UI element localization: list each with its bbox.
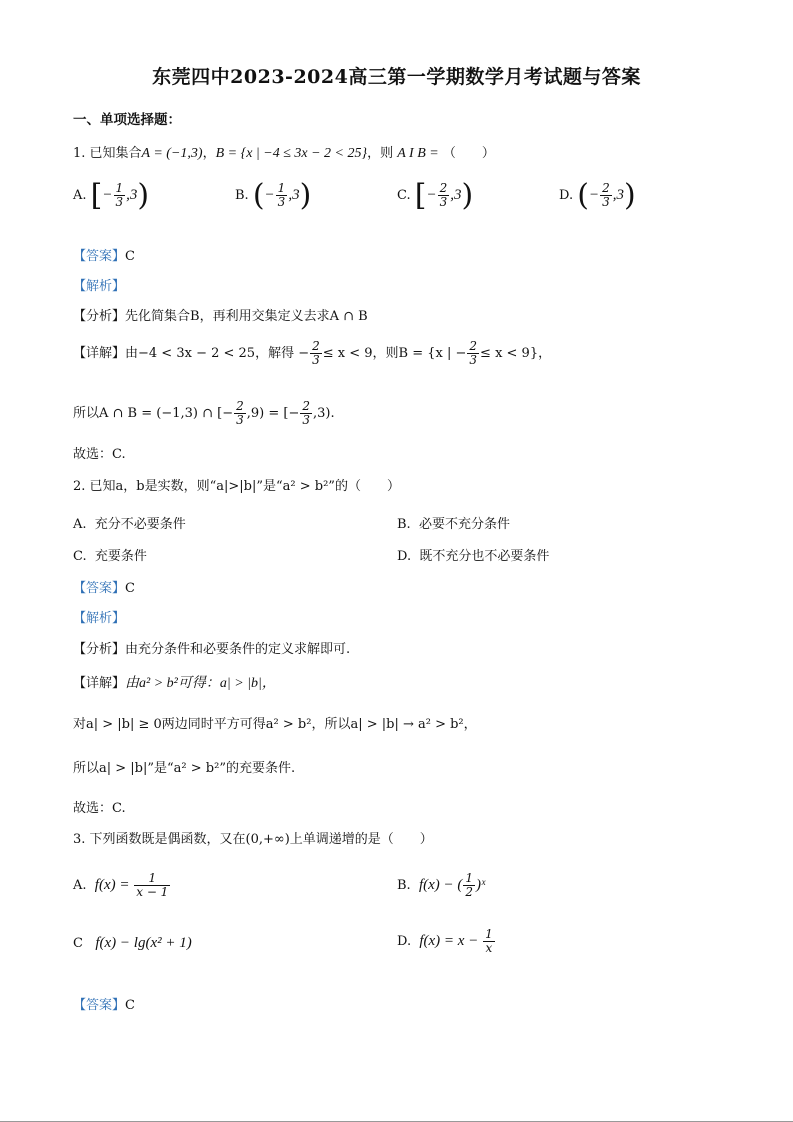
q2-option-d: D. 既不充分也不必要条件	[397, 549, 550, 564]
q1-fenxi: 【分析】先化简集合B，再利用交集定义去求A ∩ B	[73, 309, 368, 324]
question-1-stem	[73, 142, 495, 162]
q1-detail: 【详解】由−4 < 3x − 2 < 25，解得 − $\frac{2}{3}$ ≤ x < 9，则B = {x | − $\frac{2}{3}$ ≤ x < 9}，	[73, 339, 552, 367]
q2-detail-line3: 所以a| > |b|”是“a² > b²”的充要条件.	[73, 761, 296, 776]
q1-expr: A I B =	[397, 146, 439, 161]
q2-option-c: C. 充要条件	[73, 549, 147, 564]
q1-option-b: B. (− $\frac{1}{3}$ ,3)	[235, 178, 312, 213]
question-2-stem: 2. 已知a，b是实数，则“a|>|b|”是“a² > b²”的（ ）	[73, 479, 400, 494]
q3-option-d: D. f(x) = x − $\frac{1}{x}$	[397, 927, 493, 955]
q1-option-c: C. [− $\frac{2}{3}$ ,3)	[397, 178, 474, 213]
q1-analysis-tag: 【解析】	[73, 279, 126, 294]
q2-detail-line2: 对a| > |b| ≥ 0两边同时平方可得a² > b²，所以a| > |b| → a² > b²，	[73, 717, 477, 732]
q2-analysis-tag: 【解析】	[73, 611, 126, 626]
q3-answer: 【答案】C	[73, 998, 135, 1013]
q1-comma: ，	[202, 146, 216, 161]
section-heading: 一、单项选择题：	[73, 112, 181, 128]
answer-tag: 【答案】	[73, 249, 126, 264]
q1-choose: 故选：C.	[73, 447, 126, 462]
q1-paren: （ ）	[442, 146, 495, 161]
q3-option-b: B. f(x) − ( $\frac{1}{2}$ )ˣ	[397, 871, 486, 899]
q2-detail: 【详解】由a² > b²可得：a| > |b|，	[73, 676, 276, 691]
q2-option-a: A. 充分不必要条件	[73, 517, 186, 532]
q1-answer	[73, 245, 135, 264]
q3-option-a: A. f(x) = $\frac{1}{x - 1}$	[73, 871, 169, 899]
q1-option-d: D. (− $\frac{2}{3}$ ,3)	[559, 178, 636, 213]
q1-set-a: A = (−1,3)	[141, 146, 203, 161]
q2-option-b: B. 必要不充分条件	[397, 517, 510, 532]
answer-value: C	[125, 249, 135, 264]
page-title: 东莞四中2023-2024高三第一学期数学月考试题与答案	[152, 66, 641, 88]
q1-suffix: ，则	[367, 146, 394, 161]
q1-detail-line2: 所以A ∩ B = (−1,3) ∩ [− $\frac{2}{3}$ ,9) = [− $\frac{2}{3}$ ,3).	[73, 399, 335, 427]
q2-choose: 故选：C.	[73, 801, 126, 816]
q2-fenxi: 【分析】由充分条件和必要条件的定义求解即可.	[73, 642, 351, 657]
q2-answer: 【答案】C	[73, 581, 135, 596]
q1-option-a: A. [− $\frac{1}{3}$ ,3)	[73, 178, 150, 213]
question-3-stem: 3. 下列函数既是偶函数，又在(0,+∞)上单调递增的是（ ）	[73, 832, 433, 847]
q1-prefix: 1. 已知集合	[73, 146, 142, 161]
q1-set-b: B = {x | −4 ≤ 3x − 2 < 25}	[215, 146, 368, 161]
q3-option-c: C f(x) − lg(x² + 1)	[73, 935, 192, 951]
